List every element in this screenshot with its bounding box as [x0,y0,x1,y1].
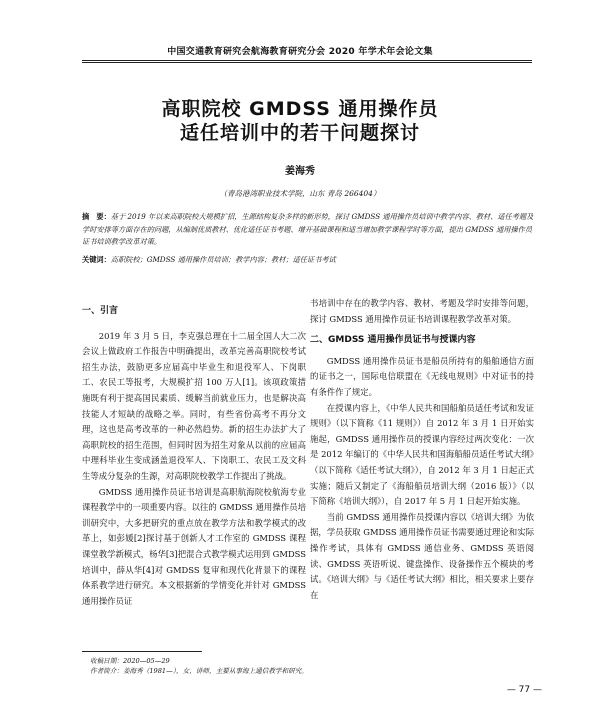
footnote-rule [82,651,202,652]
author-name: 姜海秀 [285,166,315,177]
paragraph: 当前 GMDSS 通用操作员授课内容以《培训大纲》为依据，学员获取 GMDSS 通用操作员证书需要通过理论和实际操作考试，具体有 GMDSS 通信业务、GMDSS 英语阅读、GMDSS 英语听说、键盘操作、设备操作五个模块的考试。《培训大纲》与《适任考试大纲》相比，相关要求上要存在 [310,511,534,600]
author-affiliation: （青岛港湾职业技术学院，山东 青岛 266404） [219,189,381,198]
abstract-text: 基于 2019 年以来高职院校大规模扩招，生源结构复杂多样的新形势，探讨 GMDSS 通用操作员培训中教学内容、教材、适任考题及学时安排等方面存在的问题，从编制优质教材、优化适任证书考题、增开基础课程和适当增加教学课程学时等方面，提出 GMDSS 通用操作员证书培训教学改革对策。 [82,212,534,246]
header-rule [82,60,532,61]
paragraph: GMDSS 通用操作员证书是船员所持有的船舶通信方面的证书之一，国际电信联盟在《无线电规则》中对证书的持有条件作了规定。 [310,355,534,397]
section-heading-2: 二、GMDSS 通用操作员证书与授课内容 [310,335,476,346]
abstract [82,211,534,249]
page-number: — 77 — [506,685,542,695]
paragraph: GMDSS 通用操作员证书培训是高职航海院校航海专业课程教学中的一项重要内容。以往的 GMDSS 通用操作员培训研究中，大多把研究的重点放在教学方法和教学模式的改革上，如彭媛[2]探讨基于创新人才工作室的 GMDSS 课程课堂教学新模式，杨华[3]把混合式教学模式运用到 GMDSS 培训中，薛从华[4]对 GMDSS 复审和现代化背景下的课程体系教学进行研究。本文根据新的学情变化并针对 GMDSS 通用操作员证 [82,486,306,606]
keywords-label: 关键词： [82,255,111,264]
left-column [82,296,306,609]
footnote-received-date: 收稿日期：2020—05—29 [90,657,170,665]
section-heading-intro: 一、引言 [82,306,119,316]
article-title-line-2: 适任培训中的若干问题探讨 [179,122,420,144]
footnote-author-bio: 作者简介：姜海秀（1981—），女，讲师，主要从事海上通信教学和研究。 [90,667,308,675]
right-column [310,296,534,603]
keywords [82,254,534,266]
paragraph: 在授课内容上，《中华人民共和国船舶员适任考试和发证规则》（以下简称《11 规则》）自 2012 年 3 月 1 日开始实施起，GMDSS 通用操作员的授课内容经过两次变化：一次是 2012 年编订的《中华人民共和国海船船员适任考试大纲》（以下简称《适任考试大纲》），自 2012 年 3 月 1 日起正式实施；随后又制定了《海船船员培训大纲（2016 版）》（以下简称《培训大纲》），自 2017 年 5 月 1 日起开始实施。 [310,402,534,507]
header-rule-thin [82,62,532,63]
paragraph: 书培训中存在的教学内容、教材、考题及学时安排等问题，探讨 GMDSS 通用操作员证书培训课程教学改革对策。 [310,298,534,324]
abstract-label: 摘 要： [82,212,111,221]
paragraph: 2019 年 3 月 5 日，李克强总理在十二届全国人大二次会议上做政府工作报告中明确提出，改革完善高职院校考试招生办法，鼓励更多应届高中毕业生和退役军人、下岗职工、农民工等报考，大规模扩招 100 万人[1]。该项政策措施既有利于提高国民素质、缓解当前就业压力，也是解决高技能人才短缺的战略之举。同时，有些省份高考不再分文理，这也是高考改革的一种必然趋势。新的招生办法扩大了高职院校的招生范围，但同时因为招生对象从以前的应届高中理科毕业生变成涵盖退役军人、下岗职工、农民工及文科生等成分复杂的生源，对高职院校教学工作提出了挑战。 [82,330,306,481]
keywords-text: 高职院校；GMDSS 通用操作员培训；教学内容；教材；适任证书考试 [110,255,336,264]
article-title-line-1: 高职院校 GMDSS 通用操作员 [161,98,439,120]
running-header: 中国交通教育研究会航海教育研究分会 2020 年学术年会论文集 [167,47,433,57]
